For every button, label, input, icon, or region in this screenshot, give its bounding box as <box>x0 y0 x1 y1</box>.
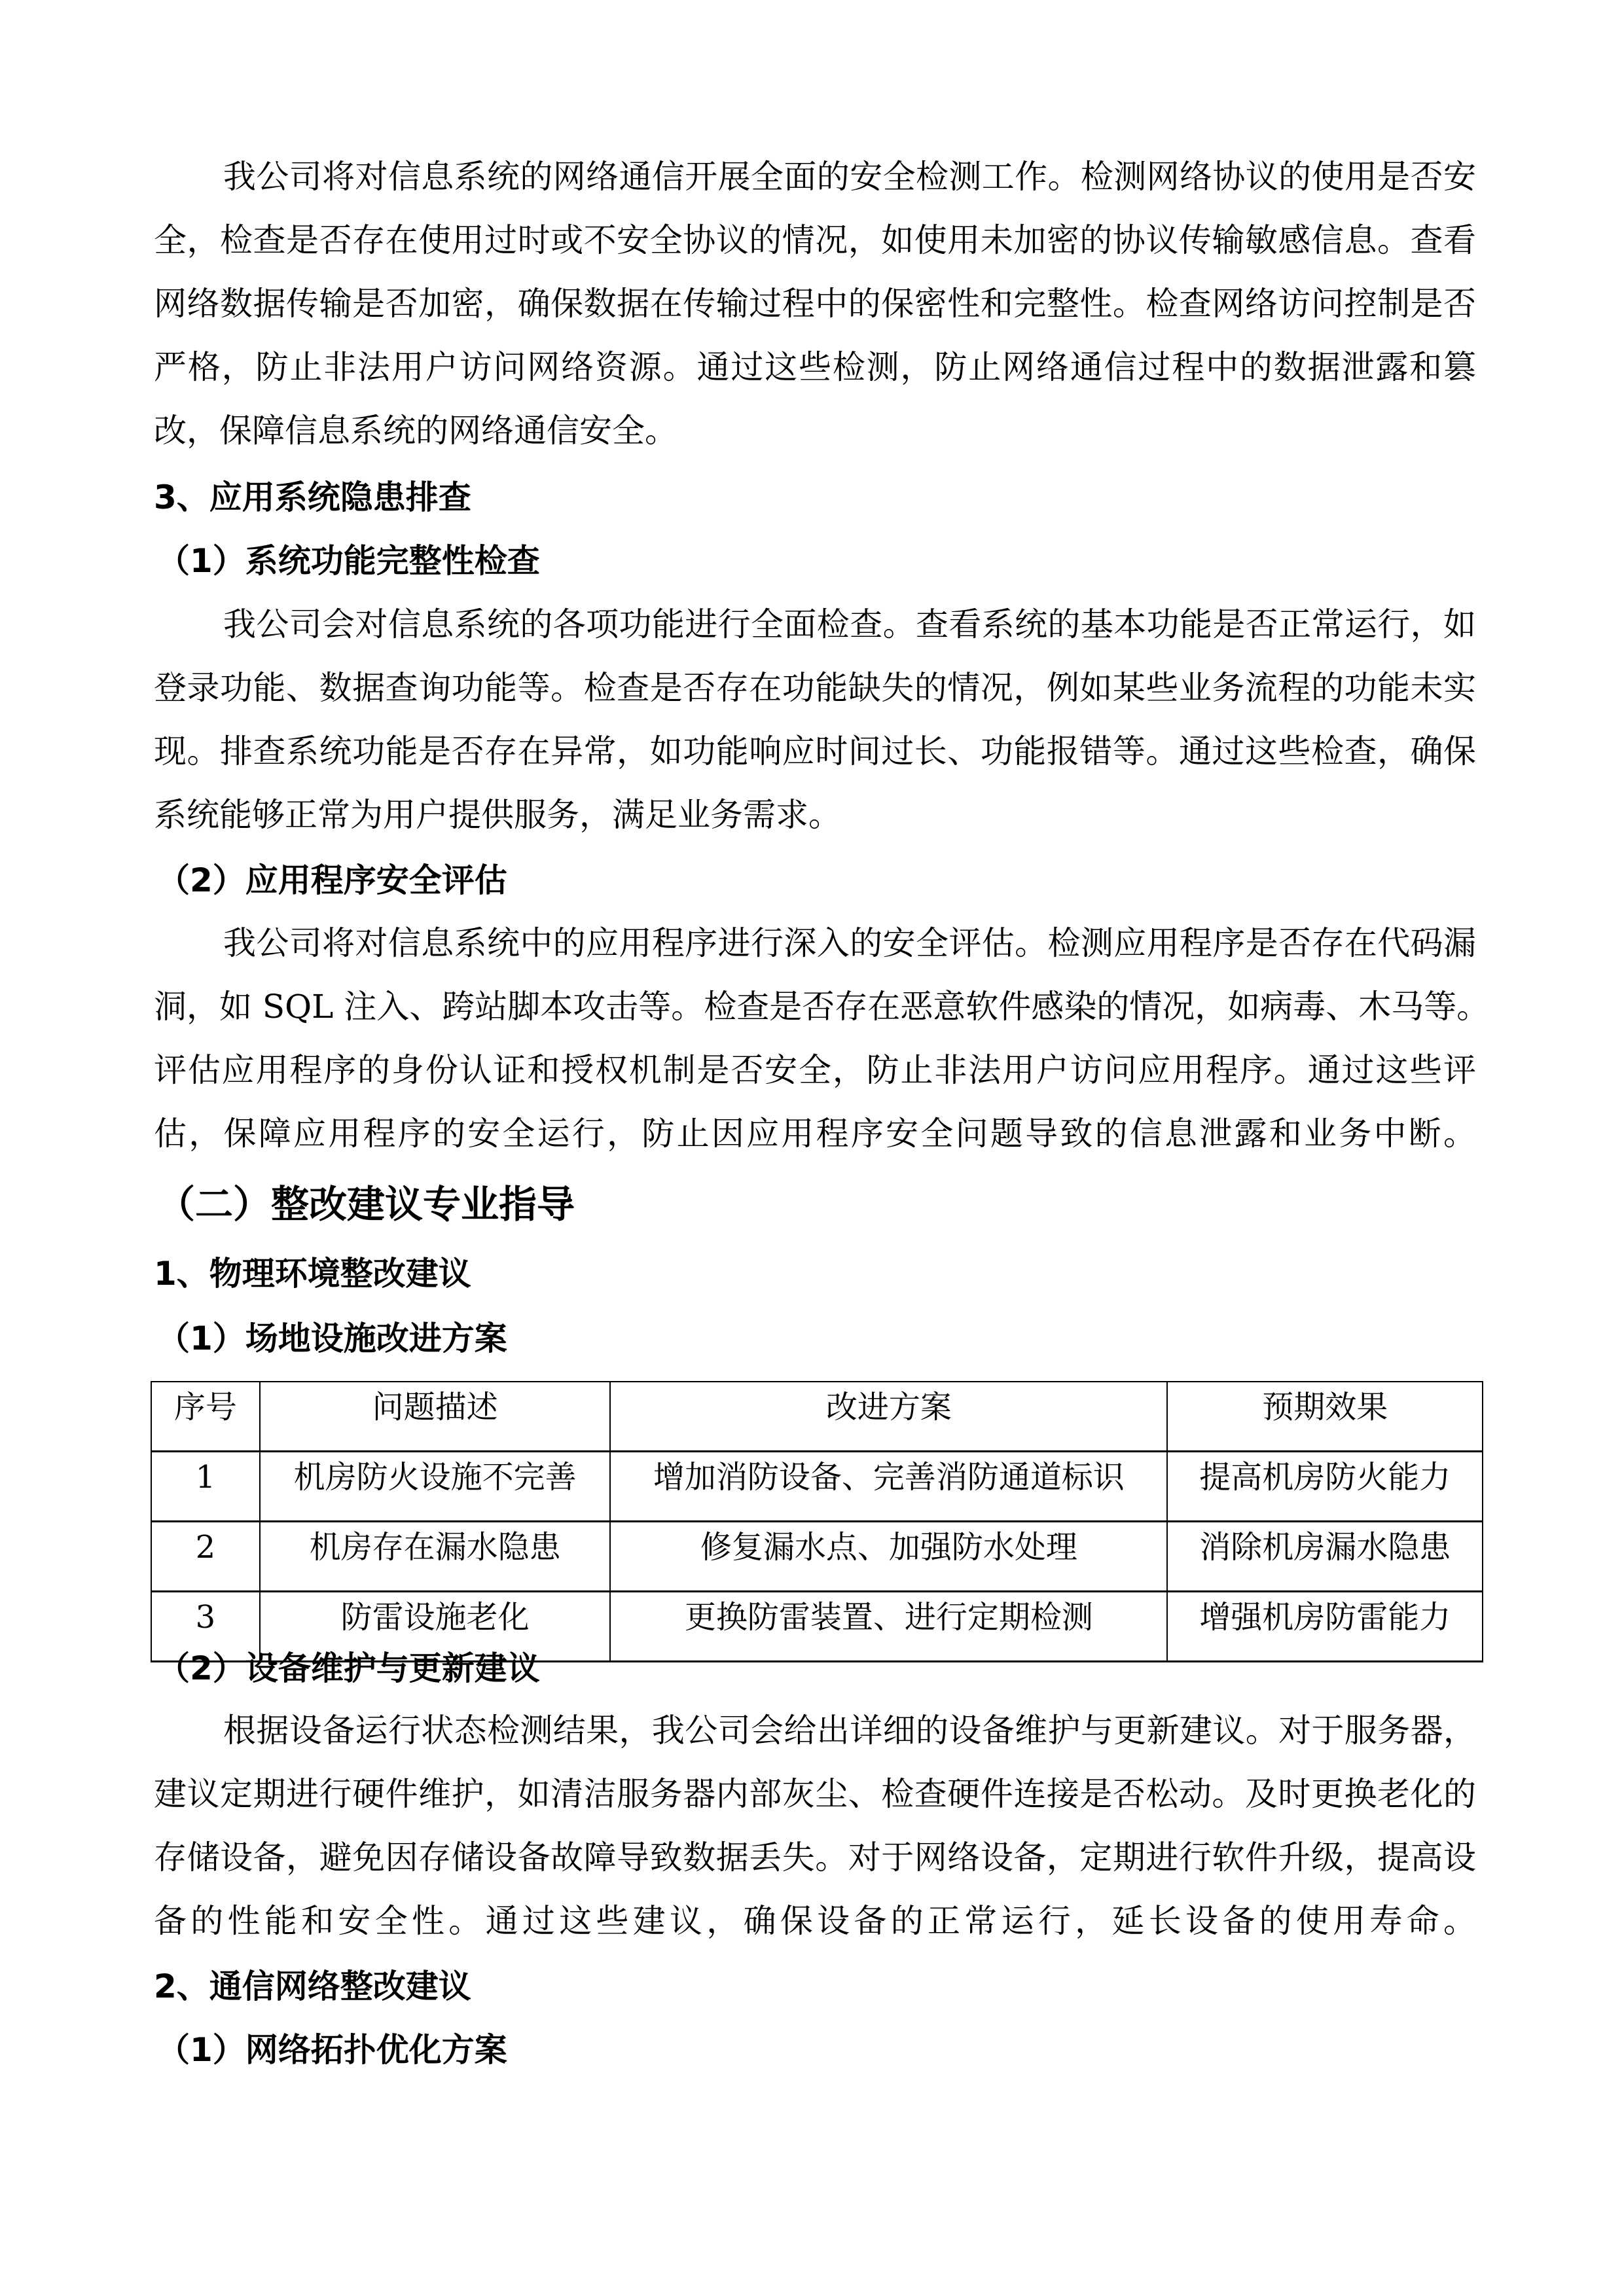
paragraph-line: 我公司将对信息系统的网络通信开展全面的安全检测工作。检测网络协议的使用是否安 <box>223 158 1476 196</box>
paragraph-line: 估，保障应用程序的安全运行，防止因应用程序安全问题导致的信息泄露和业务中断。 <box>154 1115 1476 1153</box>
paragraph-line: 登录功能、数据查询功能等。检查是否存在功能缺失的情况，例如某些业务流程的功能未实 <box>154 669 1476 707</box>
table-cell: 3 <box>151 1592 260 1662</box>
header-cell: 问题描述 <box>260 1382 610 1452</box>
heading-function-check: （1）系统功能完整性检查 <box>157 542 540 580</box>
heading-application-system: 3、应用系统隐患排查 <box>154 478 471 516</box>
table-cell: 机房防火设施不完善 <box>260 1452 610 1522</box>
paragraph-line: 洞，如 SQL 注入、跨站脚本攻击等。检查是否存在恶意软件感染的情况，如病毒、木马等。 <box>154 988 1490 1026</box>
table-cell: 更换防雷装置、进行定期检测 <box>610 1592 1167 1662</box>
heading-equipment-maintenance: （2）设备维护与更新建议 <box>157 1649 540 1687</box>
paragraph-line: 备的性能和安全性。通过这些建议，确保设备的正常运行，延长设备的使用寿命。 <box>154 1902 1476 1940</box>
table-cell: 修复漏水点、加强防水处理 <box>610 1522 1167 1592</box>
paragraph-line: 全，检查是否存在使用过时或不安全协议的情况，如使用未加密的协议传输敏感信息。查看 <box>154 221 1476 259</box>
table-cell: 提高机房防火能力 <box>1167 1452 1483 1522</box>
header-cell: 序号 <box>151 1382 260 1452</box>
paragraph-line: 网络数据传输是否加密，确保数据在传输过程中的保密性和完整性。检查网络访问控制是否 <box>154 285 1476 323</box>
paragraph-line: 建议定期进行硬件维护，如清洁服务器内部灰尘、检查硬件连接是否松动。及时更换老化的 <box>154 1775 1476 1813</box>
heading-network: 2、通信网络整改建议 <box>154 1967 471 2005</box>
table-cell: 防雷设施老化 <box>260 1592 610 1662</box>
table-cell: 机房存在漏水隐患 <box>260 1522 610 1592</box>
paragraph-line: 评估应用程序的身份认证和授权机制是否安全，防止非法用户访问应用程序。通过这些评 <box>154 1051 1476 1089</box>
header-cell: 改进方案 <box>610 1382 1167 1452</box>
header-cell: 预期效果 <box>1167 1382 1483 1452</box>
paragraph-line: 现。排查系统功能是否存在异常，如功能响应时间过长、功能报错等。通过这些检查，确保 <box>154 732 1476 770</box>
table-header-row <box>151 1382 1483 1452</box>
table-cell: 消除机房漏水隐患 <box>1167 1522 1483 1592</box>
table-row <box>151 1452 1483 1522</box>
paragraph-line: 改，保障信息系统的网络通信安全。 <box>154 412 677 450</box>
improvement-table <box>151 1381 1483 1662</box>
table-cell: 增加消防设备、完善消防通道标识 <box>610 1452 1167 1522</box>
paragraph-line: 根据设备运行状态检测结果，我公司会给出详细的设备维护与更新建议。对于服务器， <box>223 1712 1476 1749</box>
heading-physical-env: 1、物理环境整改建议 <box>154 1255 471 1293</box>
heading-topology: （1）网络拓扑优化方案 <box>157 2031 507 2069</box>
table-cell: 2 <box>151 1522 260 1592</box>
paragraph-line: 我公司会对信息系统的各项功能进行全面检查。查看系统的基本功能是否正常运行，如 <box>223 605 1476 643</box>
paragraph-line: 系统能够正常为用户提供服务，满足业务需求。 <box>154 796 841 834</box>
heading-site-facilities: （1）场地设施改进方案 <box>157 1319 507 1357</box>
paragraph-line: 严格，防止非法用户访问网络资源。通过这些检测，防止网络通信过程中的数据泄露和篡 <box>154 348 1476 386</box>
table-row <box>151 1522 1483 1592</box>
table-cell: 1 <box>151 1452 260 1522</box>
table-cell: 增强机房防雷能力 <box>1167 1592 1483 1662</box>
paragraph-line: 我公司将对信息系统中的应用程序进行深入的安全评估。检测应用程序是否存在代码漏 <box>223 924 1476 962</box>
heading-app-security: （2）应用程序安全评估 <box>157 861 507 899</box>
section-heading: （二）整改建议专业指导 <box>157 1182 575 1227</box>
paragraph-line: 存储设备，避免因存储设备故障导致数据丢失。对于网络设备，定期进行软件升级，提高设 <box>154 1839 1476 1876</box>
